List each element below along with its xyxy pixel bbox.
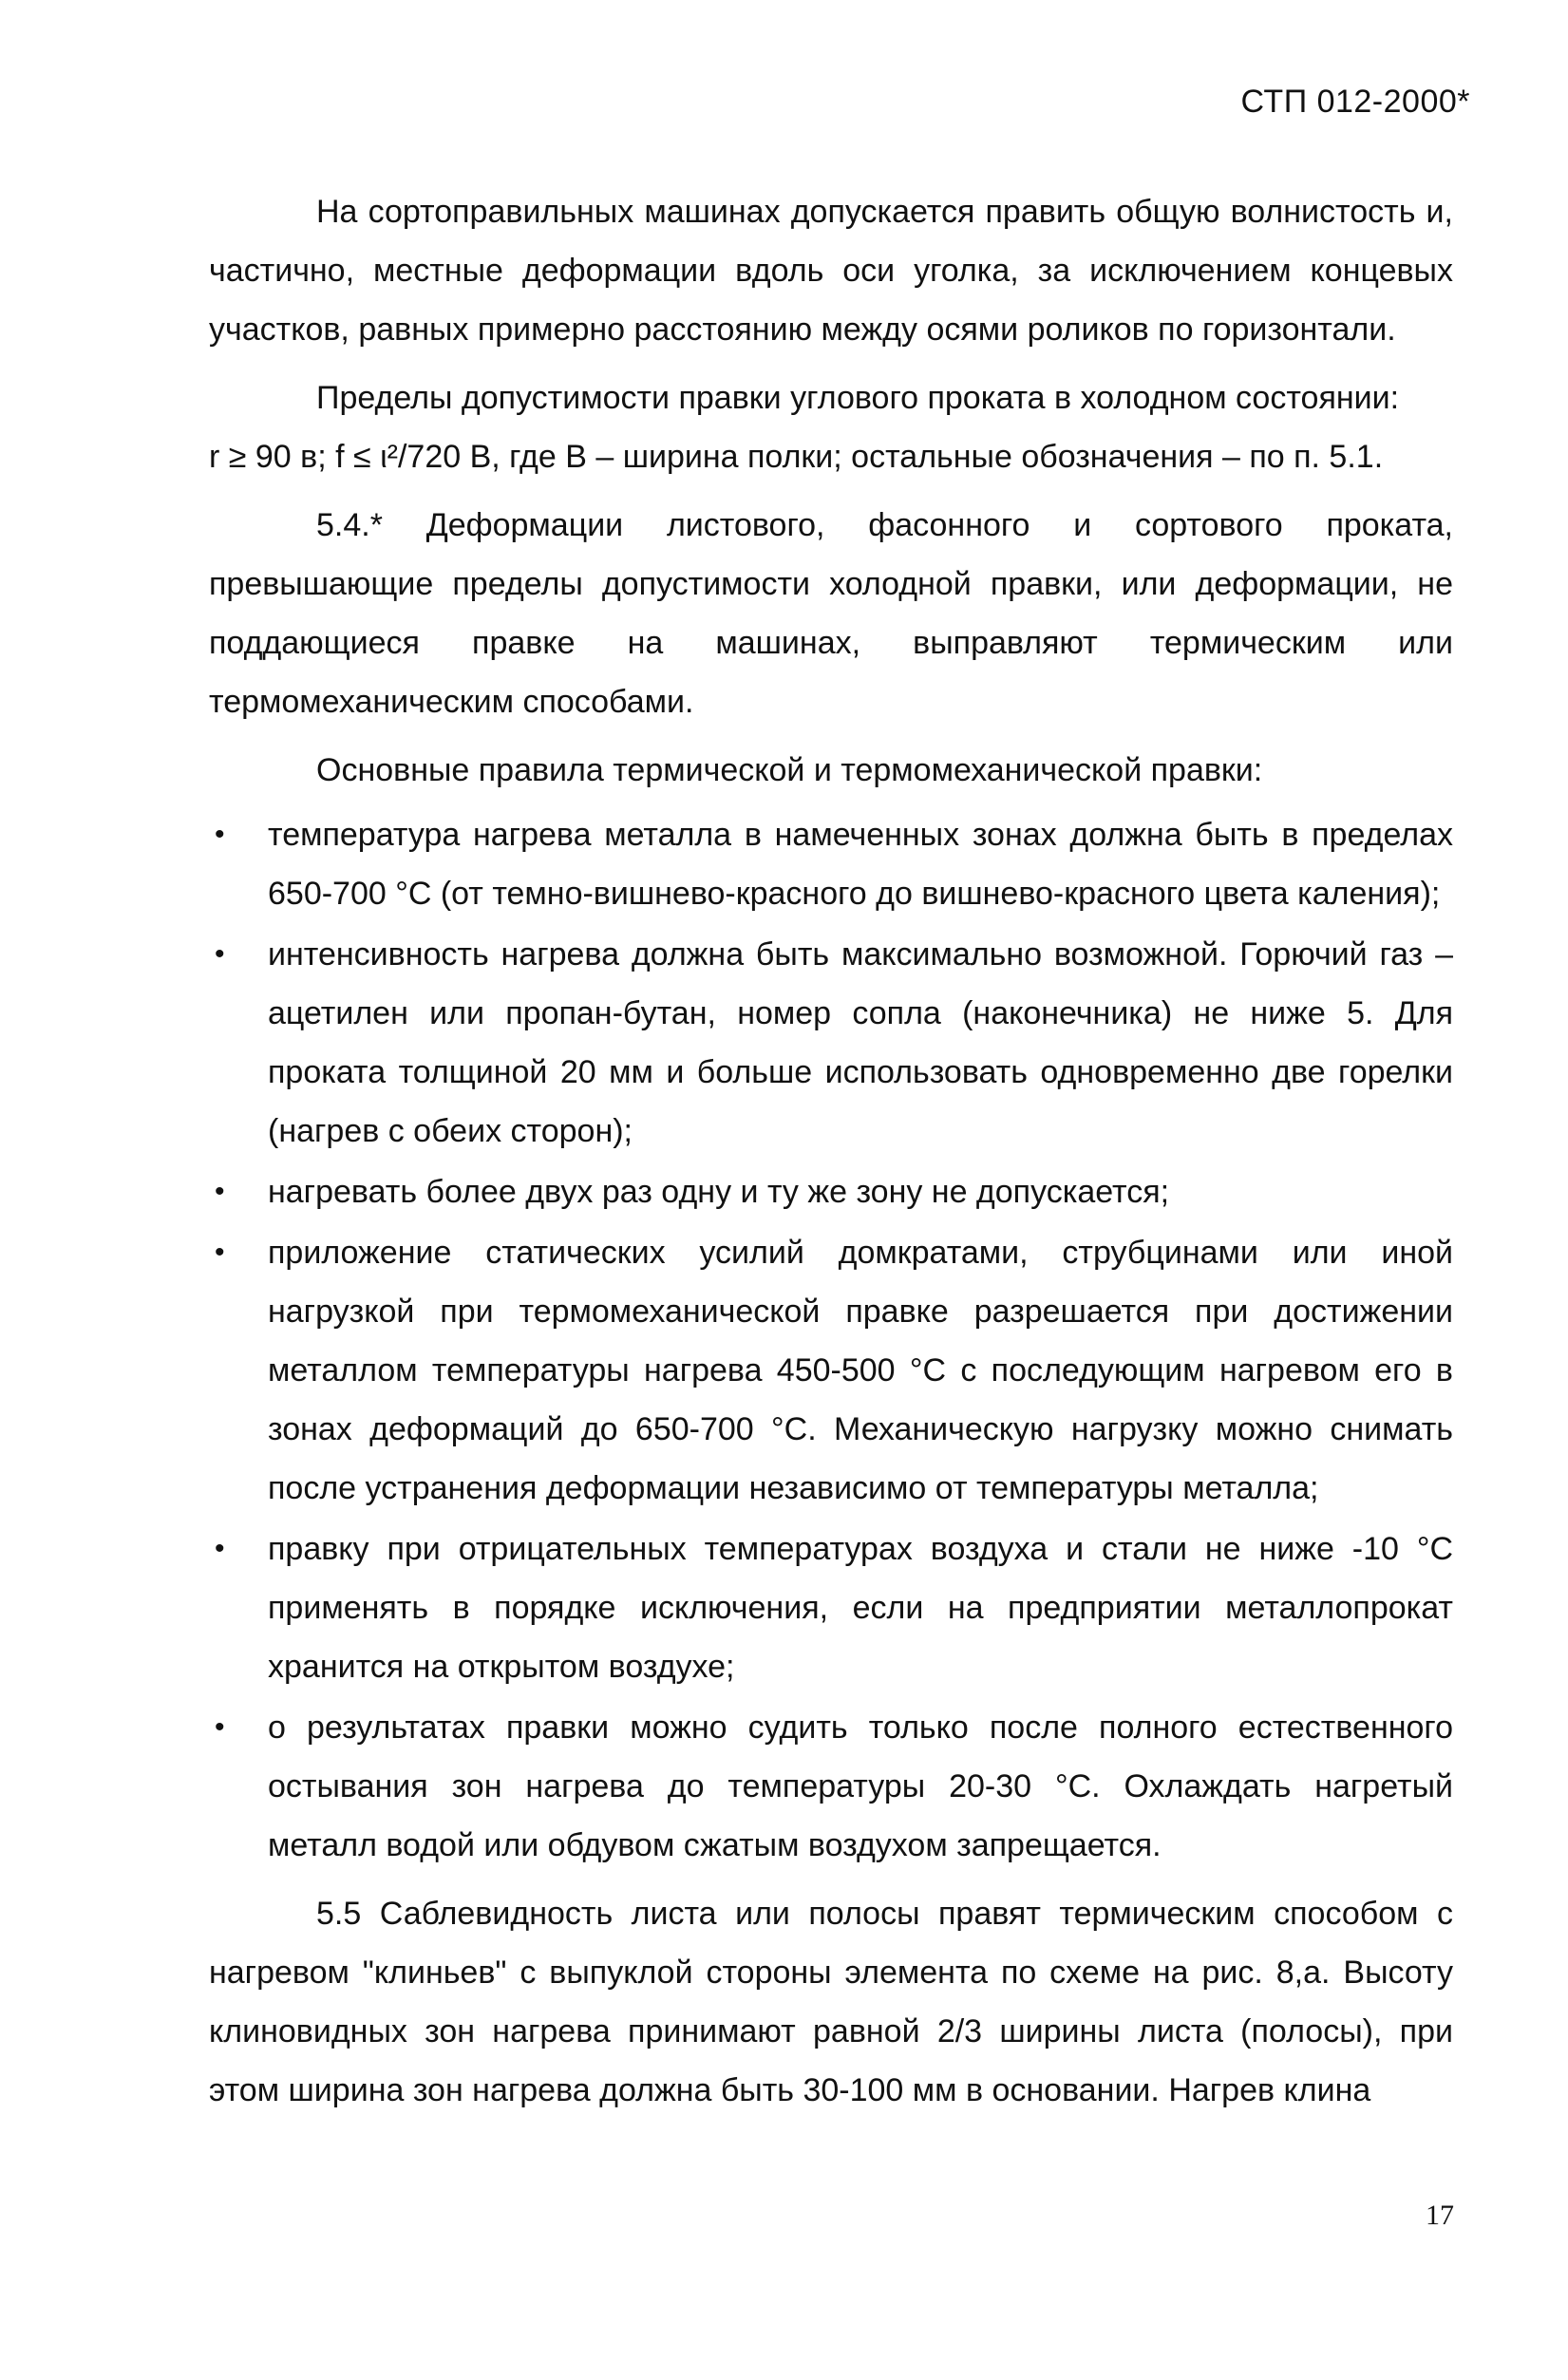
paragraph-cold-limits: [209, 368, 1453, 486]
page-body: [209, 182, 1453, 2120]
list-item: [209, 925, 1453, 1161]
paragraph-5-5: 5.5 Саблевидность листа или полосы правят термическим способом с нагревом "клиньев" с выпуклой стороны элемента по схеме на рис. 8,а. Высоту клиновидных зон нагрева принимают равной 2/3 ширины листа (полосы), при этом ширина зон нагрева должна быть 30-100 мм в основании. Нагрев клина: [209, 1896, 1453, 2108]
document-code: СТП 012-2000*: [1240, 84, 1470, 120]
page-number: 17: [1426, 2200, 1454, 2231]
paragraph-5-4: 5.4.* Деформации листового, фасонного и сортового проката, превышающие пределы допустимости холодной правки, или деформации, не поддающиеся правке на машинах, выправляют термическим или термомеханическим способами.: [209, 507, 1453, 720]
bullet-icon: •: [215, 1711, 225, 1743]
bullet-icon: •: [215, 938, 225, 970]
list-item-text: о результатах правки можно судить только после полного естественного остывания зон нагрева до температуры 20-30 °С. Охлаждать нагретый металл водой или обдувом сжатым воздухом запрещается.: [268, 1709, 1453, 1863]
list-item-text: приложение статических усилий домкратами, струбцинами или иной нагрузкой при термомеханической правке разрешается при достижении металлом температуры нагрева 450-500 °С с последующим нагревом его в зонах деформаций до 650-700 °С. Механическую нагрузку можно снимать после устранения деформации независимо от температуры металла;: [268, 1235, 1453, 1506]
bullet-icon: •: [215, 1533, 225, 1564]
rules-list: [209, 805, 1453, 1875]
list-item: [209, 1223, 1453, 1518]
paragraph-cold-limits-text: Пределы допустимости правки углового проката в холодном состоянии:: [316, 380, 1400, 416]
list-item: [209, 805, 1453, 923]
bullet-icon: •: [215, 819, 225, 850]
paragraph-straightening-machines: На сортоправильных машинах допускается править общую волнистость и, частично, местные деформации вдоль оси уголка, за исключением концевых участков, равных примерно расстоянию между осями роликов по горизонтали.: [209, 194, 1453, 348]
bullet-icon: •: [215, 1176, 225, 1207]
list-item-text: температура нагрева металла в намеченных зонах должна быть в пределах 650-700 °С (от темно-вишнево-красного до вишнево-красного цвета каления);: [268, 817, 1453, 912]
list-item-text: правку при отрицательных температурах воздуха и стали не ниже -10 °С применять в порядке исключения, если на предприятии металлопрокат хранится на открытом воздухе;: [268, 1531, 1453, 1685]
list-item: [209, 1162, 1453, 1221]
list-item-text: нагревать более двух раз одну и ту же зону не допускается;: [268, 1174, 1170, 1210]
bullet-icon: •: [215, 1237, 225, 1268]
list-item: [209, 1698, 1453, 1875]
list-item-text: интенсивность нагрева должна быть максимально возможной. Горючий газ – ацетилен или пропан-бутан, номер сопла (наконечника) не ниже 5. Для проката толщиной 20 мм и больше использовать одновременно две горелки (нагрев с обеих сторон);: [268, 936, 1453, 1149]
list-item: [209, 1520, 1453, 1696]
formula-line: r ≥ 90 в; f ≤ ι²/720 В, где В – ширина полки; остальные обозначения – по п. 5.1.: [209, 439, 1384, 475]
paragraph-rules-heading: Основные правила термической и термомеханической правки:: [316, 752, 1263, 788]
